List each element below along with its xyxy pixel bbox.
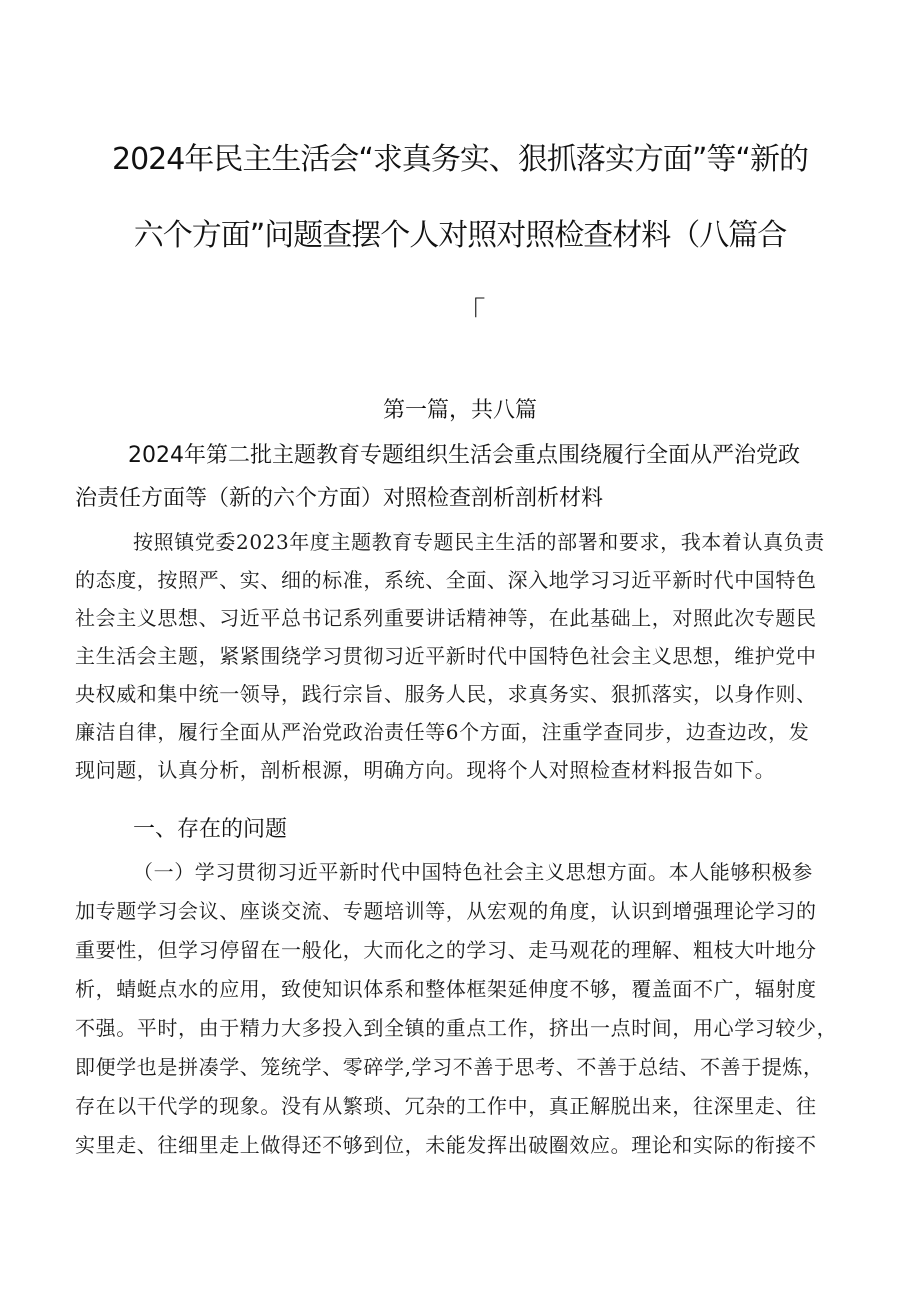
document-title-line-2: 六个方面”问题查摆个人对照对照检查材料（八篇合 bbox=[133, 218, 787, 253]
heading-existing-problems: 一、存在的问题 bbox=[133, 817, 288, 842]
part1-line: 不强。平时，由于精力大多投入到全镇的重点工作，挤出一点时间，用心学习较少， bbox=[75, 1016, 838, 1040]
part1-line: 加专题学习会议、座谈交流、专题培训等，从宏观的角度，认识到增强理论学习的 bbox=[75, 899, 817, 923]
section-head: 第一篇，共八篇 bbox=[382, 398, 537, 423]
part1-line: 即便学也是拼凑学、笼统学、零碎学,学习不善于思考、不善于总结、不善于提炼， bbox=[75, 1055, 824, 1079]
part1-line: 重要性，但学习停留在一般化，大而化之的学习、走马观花的理解、粗枝大叶地分 bbox=[75, 938, 817, 962]
document-title-line-3: 「 bbox=[455, 296, 485, 331]
intro-line: 现问题，认真分析，剖析根源，明确方向。现将个人对照检查材料报告如下。 bbox=[75, 758, 776, 782]
subtitle-line-1: 2024年第二批主题教育专题组织生活会重点围绕履行全面从严治党政 bbox=[128, 443, 800, 468]
intro-line: 廉洁自律，履行全面从严治党政治责任等6个方面，注重学查同步，边查边改，发 bbox=[75, 720, 810, 744]
intro-line: 央权威和集中统一领导，践行宗旨、服务人民，求真务实、狠抓落实，以身作则、 bbox=[75, 682, 817, 706]
part1-line: 析，蜻蜓点水的应用，致使知识体系和整体框架延伸度不够，覆盖面不广，辐射度 bbox=[75, 977, 817, 1001]
intro-line: 按照镇党委2023年度主题教育专题民主生活的部署和要求，我本着认真负责 bbox=[133, 530, 825, 554]
subtitle-line-2: 治责任方面等（新的六个方面）对照检查剖析剖析材料 bbox=[75, 486, 604, 511]
part1-line: 存在以干代学的现象。没有从繁琐、冗杂的工作中，真正解脱出来，往深里走、往 bbox=[75, 1094, 817, 1118]
intro-line: 社会主义思想、习近平总书记系列重要讲话精神等，在此基础上，对照此次专题民 bbox=[75, 606, 817, 630]
intro-line: 主生活会主题，紧紧围绕学习贯彻习近平新时代中国特色社会主义思想，维护党中 bbox=[75, 644, 817, 668]
document-title-line-1: 2024年民主生活会“求真务实、狠抓落实方面”等“新的 bbox=[112, 142, 808, 177]
intro-line: 的态度，按照严、实、细的标准，系统、全面、深入地学习习近平新时代中国特色 bbox=[75, 568, 817, 592]
part1-line: （一）学习贯彻习近平新时代中国特色社会主义思想方面。本人能够积极参 bbox=[133, 860, 813, 884]
part1-line: 实里走、往细里走上做得还不够到位，未能发挥出破圈效应。理论和实际的衔接不 bbox=[75, 1133, 817, 1157]
